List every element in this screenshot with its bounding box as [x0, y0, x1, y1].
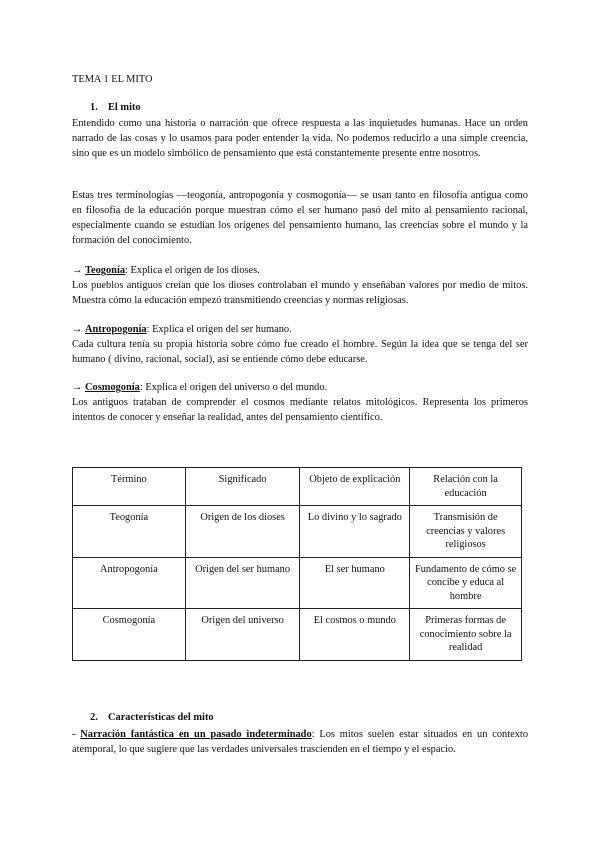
table-cell: Transmisión de creencias y valores religiosos — [410, 506, 522, 558]
section-2-title: Características del mito — [108, 712, 214, 723]
table-header-cell: Objeto de explicación — [300, 468, 410, 506]
antropogonia-term: Antropogonía — [85, 324, 147, 335]
characteristic-text-1: : Los mitos suelen estar situados en un contexto atemporal, lo que sugiere que las verdades universales trascienden en el tiempo y el espacio. — [72, 729, 529, 755]
table-header-cell: Significado — [185, 468, 300, 506]
arrow-icon: → — [72, 265, 83, 276]
table-cell: Lo divino y lo sagrado — [300, 506, 410, 558]
antropogonia-def: : Explica el origen del ser humano. — [146, 324, 292, 335]
table-header-cell: Relación con la educación — [410, 468, 522, 506]
table-cell: El ser humano — [300, 557, 410, 609]
table-row — [73, 506, 522, 558]
section-1-title: El mito — [108, 102, 141, 113]
document-title: TEMA 1 EL MITO — [72, 74, 153, 85]
table-cell: El cosmos o mundo — [300, 609, 410, 661]
section-1-intro-paragraph: Entendido como una historia o narración que ofrece respuesta a las inquietudes humanas. Hace un orden narrado de las cosas y lo usamos para poder entender la vida. No podemos reducirlo a una simple creencia, sino que es un modelo simbólico de pensamiento que está constantemente presente entre nosotros. — [72, 118, 528, 159]
terminology-table — [72, 467, 522, 661]
section-1-heading — [90, 102, 141, 113]
section-2-number: 2. — [90, 712, 98, 723]
table-header-row — [73, 468, 522, 506]
table-cell: Teogonía — [73, 506, 186, 558]
table-cell: Origen del ser humano — [185, 557, 300, 609]
table-header-cell: Término — [73, 468, 186, 506]
antropogonia-definition — [72, 322, 528, 337]
table-cell: Origen de los dioses — [185, 506, 300, 558]
table-cell: Cosmogonía — [73, 609, 186, 661]
characteristic-item-1 — [72, 727, 528, 757]
table-cell: Origen del universo — [185, 609, 300, 661]
arrow-icon: → — [72, 382, 83, 393]
table-row — [73, 609, 522, 661]
cosmogonia-paragraph: Los antiguos trataban de comprender el cosmos mediante relatos mitológicos. Representa los primeros intentos de conocer y enseñar la realidad, antes del pensamiento científico. — [72, 397, 528, 423]
table-cell: Primeras formas de conocimiento sobre la realidad — [410, 609, 522, 661]
table-cell: Fundamento de cómo se concibe y educa al hombre — [410, 557, 522, 609]
terminology-paragraph: Estas tres terminologías —teogonía, antropogonía y cosmogonía— se usan tanto en filosofía antigua como en filosofía de la educación porque muestran cómo el ser humano pasó del mito al pensamiento racional, especialmente cuando se estudian los orígenes del pensamiento humano, las creencias sobre el mundo y la formación del conocimiento. — [72, 190, 528, 246]
cosmogonia-definition — [72, 380, 528, 395]
teogonia-definition — [72, 263, 528, 278]
list-dash: - — [72, 729, 81, 740]
cosmogonia-def: : Explica el origen del universo o del mundo. — [139, 382, 328, 393]
teogonia-term: Teogonía — [85, 265, 126, 276]
characteristic-term-1: Narración fantástica en un pasado indeterminado — [80, 729, 312, 740]
arrow-icon: → — [72, 324, 83, 335]
table-row — [73, 557, 522, 609]
antropogonia-paragraph: Cada cultura tenía su propia historia sobre cómo fue creado el hombre. Según la idea que se tenga del ser humano ( divino, racional, social), así se entiende cómo debe educarse. — [72, 339, 528, 365]
cosmogonia-term: Cosmogonía — [85, 382, 140, 393]
teogonia-def: : Explica el origen de los dioses. — [125, 265, 260, 276]
table-cell: Antropogonía — [73, 557, 186, 609]
section-2-heading — [90, 712, 214, 723]
section-1-number: 1. — [90, 102, 98, 113]
teogonia-paragraph: Los pueblos antiguos creían que los dioses controlaban el mundo y enseñaban valores por medio de mitos. Muestra cómo la educación empezó transmitiendo creencias y normas religiosas. — [72, 280, 528, 306]
